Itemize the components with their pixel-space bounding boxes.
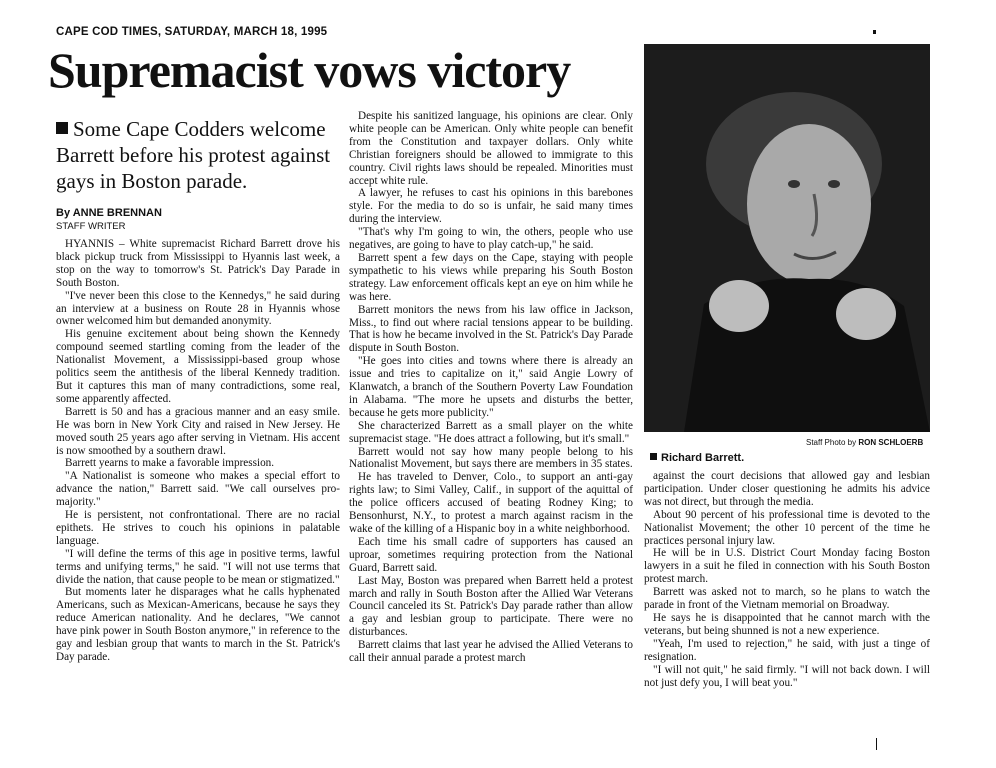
deck-text: Some Cape Codders welcome Barrett before his protest against gays in Boston parade. bbox=[56, 117, 331, 193]
caption-text: Richard Barrett. bbox=[661, 452, 745, 464]
paragraph: "A Nationalist is someone who makes a special effort to advance the nation," Barrett said. "We call ourselves pro-majority." bbox=[56, 470, 340, 509]
paragraph: About 90 percent of his professional time is devoted to the Nationalist Movement; the other 10 percent of the time he practices personal injury law. bbox=[644, 508, 930, 547]
paragraph: Despite his sanitized language, his opinions are clear. Only white people can be American. Only white people can benefit from the Constitution and taxpayer dollars. Only white Christian foreigners should be allowed to immigrate to this country. Civil rights laws should be repealed. Minorities must accept white rule. bbox=[349, 110, 633, 187]
paragraph: A lawyer, he refuses to cast his opinions in this barebones style. For the media to do so is unfair, he said many times during the interview. bbox=[349, 187, 633, 226]
paragraph: "He goes into cities and towns where there is already an issue and tries to capitalize on it," said Angie Lowry of Klanwatch, a branch of the Southern Poverty Law Foundation in Alabama. "The more he upsets and disturbs the better, because he gets more publicity." bbox=[349, 355, 633, 419]
scan-speck bbox=[873, 30, 876, 34]
paragraph: HYANNIS – White supremacist Richard Barrett drove his black pickup truck from Mississippi to Hyannis last week, a stop on the way to tomorrow's St. Patrick's Day Parade in South Boston. bbox=[56, 238, 340, 289]
paragraph: Barrett was asked not to march, so he plans to watch the parade in front of the Vietnam memorial on Broadway. bbox=[644, 586, 930, 612]
paragraph: against the court decisions that allowed gay and lesbian participation. Under closer questioning he admits his advice was not direct, but through the media. bbox=[644, 470, 930, 508]
paragraph: Barrett spent a few days on the Cape, staying with people sympathetic to his views while preparing his South Boston strategy. Law enforcement officals kept an eye on him while he was here. bbox=[349, 251, 633, 303]
paragraph: Last May, Boston was prepared when Barrett held a protest march and rally in South Boston after the Allied War Veterans Council canceled its St. Patrick's Day parade rather than allow a gay and lesbian group to participate. There were no disturbances. bbox=[349, 574, 633, 639]
paragraph: She characterized Barrett as a small player on the white supremacist stage. "He does attract a following, but it's small." bbox=[349, 419, 633, 445]
paragraph: "I will not quit," he said firmly. "I will not back down. I will not just defy you, I will beat you." bbox=[644, 663, 930, 689]
paragraph: "I've never been this close to the Kennedys," he said during an interview at a business on Route 28 in Hyannis whose owner welcomed him but demanded anonymity. bbox=[56, 289, 340, 328]
paragraph: Barrett monitors the news from his law office in Jackson, Miss., to find out where racial tensions appear to be building. That is how he became involved in the St. Patrick's Day Parade dispute in South Boston. bbox=[349, 303, 633, 355]
paragraph: Barrett would not say how many people belong to his Nationalist Movement, but says there are members in 35 states. bbox=[349, 445, 633, 471]
paragraph: But moments later he disparages what he calls hyphenated Americans, such as Mexican-Americans, because he says they reduce American nationality. And he declares, "We cannot have pink power in South Boston anymore," in reference to the gay and lesbian group that wants to march in the St. Patrick's Day parade. bbox=[56, 586, 340, 663]
paragraph: Barrett is 50 and has a gracious manner and an easy smile. He was born in New York City and raised in New Jersey. He moved south 25 years ago after serving in Vietnam. His accent is now smoothed by a southern drawl. bbox=[56, 405, 340, 457]
paragraph: Each time his small cadre of supporters has caused an uproar, sometimes requiring protection from the National Guard, Barrett said. bbox=[349, 535, 633, 574]
article-column-1 bbox=[56, 238, 340, 664]
photo-credit bbox=[806, 438, 923, 447]
scan-speck bbox=[876, 738, 877, 750]
paragraph: "That's why I'm going to win, the others, people who use negatives, are going to have to play catch-up," he said. bbox=[349, 226, 633, 252]
paragraph: He says he is disappointed that he cannot march with the veterans, but being shunned is not a new experience. bbox=[644, 611, 930, 637]
paragraph: He has traveled to Denver, Colo., to support an anti-gay rights law; to Simi Valley, Calif., in support of the aquittal of the police officers accused of beating Rodney King; to Bensonhurst, N.Y., to protest a march against racism in the wake of the killing of a Hispanic boy in a white neighborhood. bbox=[349, 471, 633, 535]
credit-name: RON SCHLOERB bbox=[858, 438, 924, 447]
caption-square-icon bbox=[650, 453, 657, 460]
article-column-2 bbox=[349, 110, 633, 665]
paragraph: "I will define the terms of this age in positive terms, lawful terms and unifying terms," he said. "I will not use terms that divide the nation, that cause people to be mean or stigmatized." bbox=[56, 547, 340, 586]
paragraph: He is persistent, not confrontational. There are no racial epithets. He strives to couch his opinions in palatable language. bbox=[56, 509, 340, 547]
paragraph: Barrett claims that last year he advised the Allied Veterans to call their annual parade a protest march bbox=[349, 639, 633, 665]
portrait-photo bbox=[644, 44, 930, 432]
bullet-square-icon bbox=[56, 122, 68, 134]
deck bbox=[56, 116, 336, 194]
byline: By ANNE BRENNAN bbox=[56, 207, 162, 219]
paragraph: He will be in U.S. District Court Monday facing Boston lawyers in a suit he filed in connection with his South Boston protest march. bbox=[644, 547, 930, 586]
headline: Supremacist vows victory bbox=[48, 42, 571, 98]
portrait-photo-illustration bbox=[644, 44, 930, 432]
dateline: CAPE COD TIMES, SATURDAY, MARCH 18, 1995 bbox=[56, 26, 328, 38]
paragraph: "Yeah, I'm used to rejection," he said, with just a tinge of resignation. bbox=[644, 637, 930, 663]
paragraph: His genuine excitement about being shown the Kennedy compound seemed startling coming from the leader of the Nationalist Movement, a Mississippi-based group whose politics seem the antithesis of the liberal Kennedy tradition. But it captures this man of many contradictions, some real, some apparently affected. bbox=[56, 328, 340, 405]
article-column-3 bbox=[644, 470, 930, 689]
byline-title: STAFF WRITER bbox=[56, 221, 126, 232]
paragraph: Barrett yearns to make a favorable impression. bbox=[65, 457, 275, 470]
photo-caption bbox=[650, 452, 744, 464]
credit-prefix: Staff Photo by bbox=[806, 438, 857, 447]
